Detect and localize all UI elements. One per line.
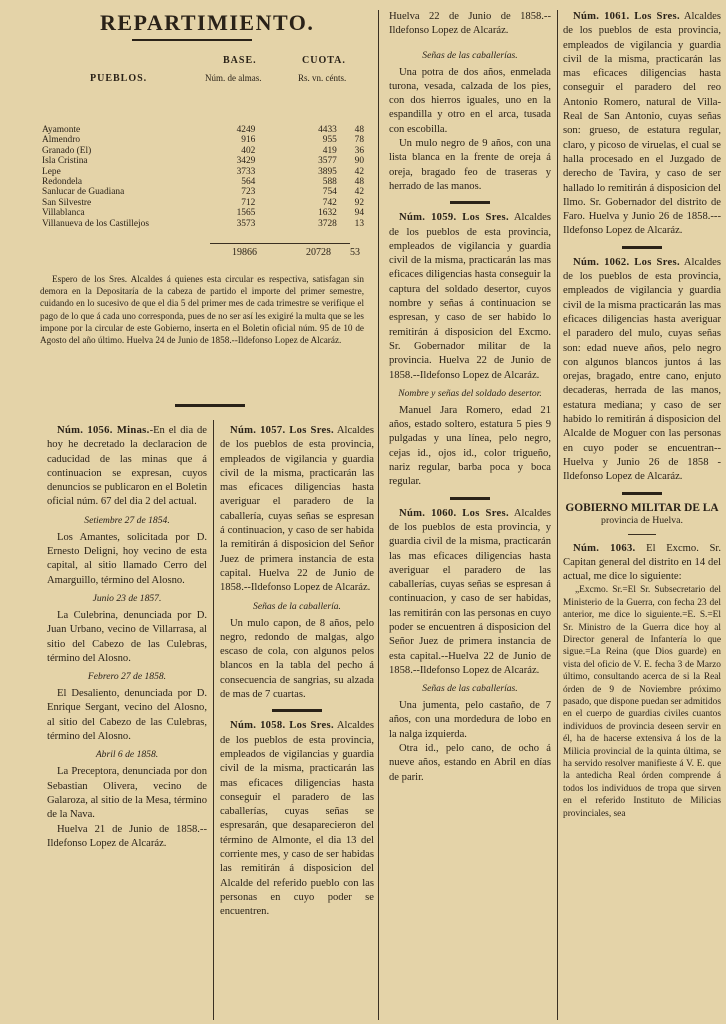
cell-almas: 3573	[236, 218, 256, 229]
cell-almas: 1565	[236, 208, 256, 219]
cell-cents: 92	[354, 197, 364, 208]
table-row	[40, 167, 366, 177]
repartimiento-table	[40, 125, 366, 229]
table-row	[40, 125, 366, 135]
cell-rs: 588	[322, 177, 337, 188]
cell-pueblo: Granado (El)	[42, 145, 92, 156]
cell-almas: 3733	[236, 166, 256, 177]
cell-pueblo: Redondela	[42, 177, 83, 188]
col-pueblos-label: PUEBLOS.	[90, 73, 148, 84]
mina-desaliento: El Desaliento, denunciada por D. Enrique Sergant, vecino del Alosno, al sitio del Cabezo de las Culebras, término del Alosno.	[47, 688, 207, 743]
cell-pueblo: Isla Cristina	[42, 156, 88, 167]
cell-cents: 78	[354, 135, 364, 146]
table-row	[40, 198, 366, 208]
date-3: Febrero 27 de 1858.	[87, 671, 167, 683]
cell-pueblo: Ayamonte	[42, 125, 81, 135]
soldado-desertor: Manuel Jara Romero, edad 21 años, estado soltero, estatura 5 pies 9 pulgadas y una línea, pelo negro, cejas id., ojos id., color trigueño, nariz regular, barba poca y boca regular.	[389, 404, 551, 488]
repartimiento-title: REPARTIMIENTO.	[100, 10, 315, 35]
n1063-intro: Núm. 1063. El Excmo. Sr. Capitan general del distrito en 14 del actual, me dice lo siguiente:	[563, 542, 721, 583]
n1063-body: „Excmo. Sr.=El Sr. Subsecretario del Ministerio de la Guerra, con fecha 23 del anterior, me dice lo siguiente.=E. S.=El Sr. Ministro de la Guerra dice hoy al Director general de Infantería lo que sigue.=La Reina (que Dios guarde) en vista del oficio de V. E. fecha 3 de Marzo último, consultando acerca de si la Real órden de 9 de Noviembre próximo pasado, que dispone puedan ser admitidos en el cuerpo de guardias civiles cuantos individuos de provincia deseen servir en él, ha de hacerse extensiva á los de la Milicia provincial de la quinta última, se ha servido resolver manifieste á V. E. que la antedicha Real órden comprende á todos los individuos de tropa que sirven en el referido Instituto de Milicias provinciales, sea	[563, 585, 721, 819]
cell-rs: 1632	[318, 208, 337, 219]
totals-row	[40, 247, 366, 261]
total-rs: 20728	[306, 247, 331, 259]
cell-rs: 955	[322, 135, 337, 146]
total-cents: 53	[350, 247, 360, 259]
col-cuota-label: CUOTA.	[302, 55, 346, 66]
cell-cents: 90	[354, 156, 364, 167]
table-header	[40, 55, 366, 105]
gobierno-militar-sub: provincia de Huelva.	[601, 514, 683, 526]
mina-preceptora: La Preceptora, denunciada por don Sebastian Olivera, vecino de Galaroza, al sitio de la Mesa, término de la Nava.	[47, 766, 207, 821]
senas-caballeria-head: Señas de la caballería.	[253, 600, 341, 612]
table-row	[40, 177, 366, 187]
n1058-paragraph: Núm. 1058. Los Sres. Alcaldes de los pueblos de esta provincia, empleados de vigilancias y guardia civil de la misma, practicarán las mas eficaces diligencias hasta conseguir el paradero de las caballerías, cuyas señas se espresarán, que desaparecieron del término de Almonte, el dia 13 del corriente mes, y caso de ser habidas las remitirán á disposicion del Alcalde del referido pueblo con las personas en cuyo poder se encuentren.	[220, 720, 374, 918]
n1057-paragraph: Núm. 1057. Los Sres. Alcaldes de los pueblos de esta provincia, empleados de vigilancia y guardia civil de la misma, practicarán las mas eficaces diligencias hasta averiguar el paradero de la caballería, cuyas señas se espresan á continuacion, y caso de ser habida la remitirán á disposicion del Señor Juez de primera instancia de esta capital. Huelva 22 de Junio de 1858.--Ildefonso Lopez de Alcaráz.	[220, 425, 374, 594]
table-row	[40, 135, 366, 145]
mina-amantes: Los Amantes, solicitada por D. Ernesto Deligni, hoy vecino de esta capital, al sitio llamado Cerro del Amarguillo, término del Alosno.	[47, 531, 207, 586]
senas-mulo: Un mulo capon, de 8 años, pelo negro, redondo de malgas, algo escaso de cola, con algunos pelos blancos en la tabla del pecho á consecuencia de sangrias, su alzada de mas de 7 cuartas.	[220, 617, 374, 701]
gobierno-militar-title: GOBIERNO MILITAR DE LA	[565, 501, 719, 514]
senas-otra: Otra id., pelo cano, de ocho á nueve años, estando en Abril en días de parir.	[389, 743, 551, 783]
mina-culebrina: La Culebrina, denunciada por D. Juan Urbano, vecino de Villarrasa, al sitio del Cabezo de las Culebras, término del Alosno.	[47, 609, 207, 664]
senas-caballerias-head-2: Señas de las caballerías.	[422, 683, 518, 695]
cell-rs: 3577	[318, 156, 337, 167]
cell-cents: 94	[354, 208, 364, 219]
col3-top-signature: Huelva 22 de Junio de 1858.--Ildefonso Lopez de Alcaráz.	[389, 11, 551, 37]
cell-cents: 42	[354, 166, 364, 177]
cell-almas: 564	[241, 177, 256, 188]
cell-pueblo: Lepe	[42, 166, 61, 177]
column-3	[389, 10, 551, 1020]
column-2	[220, 424, 374, 1020]
cell-almas: 3429	[236, 156, 256, 167]
table-row	[40, 156, 366, 166]
senas-mulo-negro: Un mulo negro de 9 años, con una lista blanca en la frente de oreja á oreja, bragado feo de traseras y herrado de las manos.	[389, 138, 551, 192]
col-base-sub: Núm. de almas.	[205, 73, 262, 83]
cell-pueblo: Almendro	[42, 135, 81, 146]
senas-potra: Una potra de dos años, enmelada turona, vesada, calzada de los pies, con dos hierros iguales, uno en la espandilla y otro en el arca, tusada con escobilla.	[389, 66, 551, 135]
repartimiento-note: Espero de los Sres. Alcaldes á quienes esta circular es respectiva, satisfagan sin demora en la Depositaría de la cabeza de partido el importe del primer semestre, cuidando en lo sucesivo de que el dia 5 del primer mes de cada trimestre se verifique el pago de lo que á cada uno corresponda, pues de no ser así les exigiré la multa que se les impone por la circular de este Gobierno, inserta en el Boletin oficial núm. 95 de 10 de Agosto del año último. Huelva 24 de Junio de 1858.--Ildefonso Lopez de Alcaráz.	[40, 274, 364, 346]
cell-pueblo: Villablanca	[42, 208, 85, 219]
table-row	[40, 187, 366, 197]
date-4: Abril 6 de 1858.	[95, 749, 159, 761]
cell-cents: 42	[354, 187, 364, 198]
n1059-paragraph: Núm. 1059. Los Sres. Alcaldes de los pueblos de esta provincia, empleados de vigilancia y guardia civil de la misma, practicarán las mas eficaces diligencias hasta conseguir la captura del soldado desertor, cuyos nombre y señas á continuacion se espresan, y caso de ser habido lo remitirán á disposicion del Excmo. Sr. Gobernador militar de la provincia. Huelva 22 de Junio de 1858.--Ildefonso Lopez de Alcaráz.	[389, 212, 551, 381]
n1062-paragraph: Núm. 1062. Los Sres. Alcaldes de los pueblos de esta provincia, empleados de vigilancia y guardia civil de la misma practicarán las mas eficaces diligencias hasta averiguar el paradero del mulo, cuyas señas son: edad nueve años, pelo negro con algunos blancos juntos á las orejas, bragado, entre cano, enjuto decaderas, herrada de las manos, estatura mediana; y caso de ser habido lo remitirán á disposicion del Alcalde de Moguer con las personas en cuyo poder se encuentran-- Huelva y Junio 26 de 1858 -Ildefonso Lopez de Alcaráz.	[563, 256, 721, 483]
cell-almas: 916	[241, 135, 256, 146]
date-2: Junio 23 de 1857.	[92, 592, 162, 604]
cell-almas: 712	[241, 197, 256, 208]
cell-pueblo: Sanlucar de Guadiana	[42, 187, 125, 198]
cell-almas: 4249	[236, 125, 256, 135]
col1-signature: Huelva 21 de Junio de 1858.--Ildefonso Lopez de Alcaráz.	[47, 823, 207, 849]
col-cuota-sub: Rs. vn. cénts.	[298, 73, 347, 83]
cell-rs: 3895	[318, 166, 337, 177]
senas-jumenta: Una jumenta, pelo castaño, de 7 años, con una mordedura de lobo en la nalga izquierda.	[389, 700, 551, 740]
column-4	[563, 10, 721, 1020]
table-row	[40, 219, 366, 229]
column-1	[47, 424, 207, 1020]
cell-almas: 402	[241, 145, 256, 156]
cell-cents: 36	[354, 145, 364, 156]
repartimiento-section	[40, 10, 366, 400]
cell-rs: 742	[322, 197, 337, 208]
cell-rs: 4433	[318, 125, 337, 135]
cell-rs: 419	[322, 145, 337, 156]
cell-rs: 754	[322, 187, 337, 198]
cell-rs: 3728	[318, 218, 337, 229]
n1060-paragraph: Núm. 1060. Los Sres. Alcaldes de los pueblos de esta provincia, y guardia civil de la misma, practicarán las mas eficaces diligencias hasta averiguar el paradero de las caballerías, cuyas señas se espresan á continuacion, y caso de ser habidas, las remitirán con las personas en cuyo poder se encuentren á disposicion del Señor Juez de primera instancia de esta capital.--Huelva 22 de Junio de 1858.--Ildefonso Lopez de Alcaráz.	[389, 507, 551, 676]
n1061-paragraph: Núm. 1061. Los Sres. Alcaldes de los pueblos de esta provincia, empleados de vigilancia y guardia civil de la misma, practicarán las mas eficaces diligencias hasta conseguir el paradero del reo Antonio Romero, natural de Villa-Real de San Antonio, cuyas señas son: grueso, de estatura regular, claro, y picoso de viruelas, el cual se halla procesado en el Juzgado de derecho de Tavira, y caso de ser hallado lo remitirán á disposicion del Ilmo. Sr. Gobernador del distrito de Faro. Huelva y Junio 26 de 1858.---Ildefonso Lopez de Alcaráz.	[563, 11, 721, 237]
senas-caballerias-head: Señas de las caballerías.	[422, 49, 518, 61]
cell-cents: 13	[354, 218, 364, 229]
cell-pueblo: San Silvestre	[42, 197, 92, 208]
table-row	[40, 208, 366, 218]
n1056-paragraph: Núm. 1056. Minas.-En el dia de hoy he decretado la declaracion de caducidad de las minas que á continuacion se expresan, cuyos denuncios se publicaron en el Boletin oficial núm. 67 del dia 2 del actual.	[47, 425, 207, 508]
nombre-senas-head: Nombre y señas del soldado desertor.	[398, 387, 542, 399]
total-almas: 19866	[232, 247, 257, 259]
cell-pueblo: Villanueva de los Castillejos	[42, 218, 149, 229]
cell-cents: 48	[354, 125, 364, 135]
cell-almas: 723	[241, 187, 256, 198]
cell-cents: 48	[354, 177, 364, 188]
col-base-label: BASE.	[223, 55, 257, 66]
table-row	[40, 146, 366, 156]
date-1: Setiembre 27 de 1854.	[84, 514, 170, 526]
